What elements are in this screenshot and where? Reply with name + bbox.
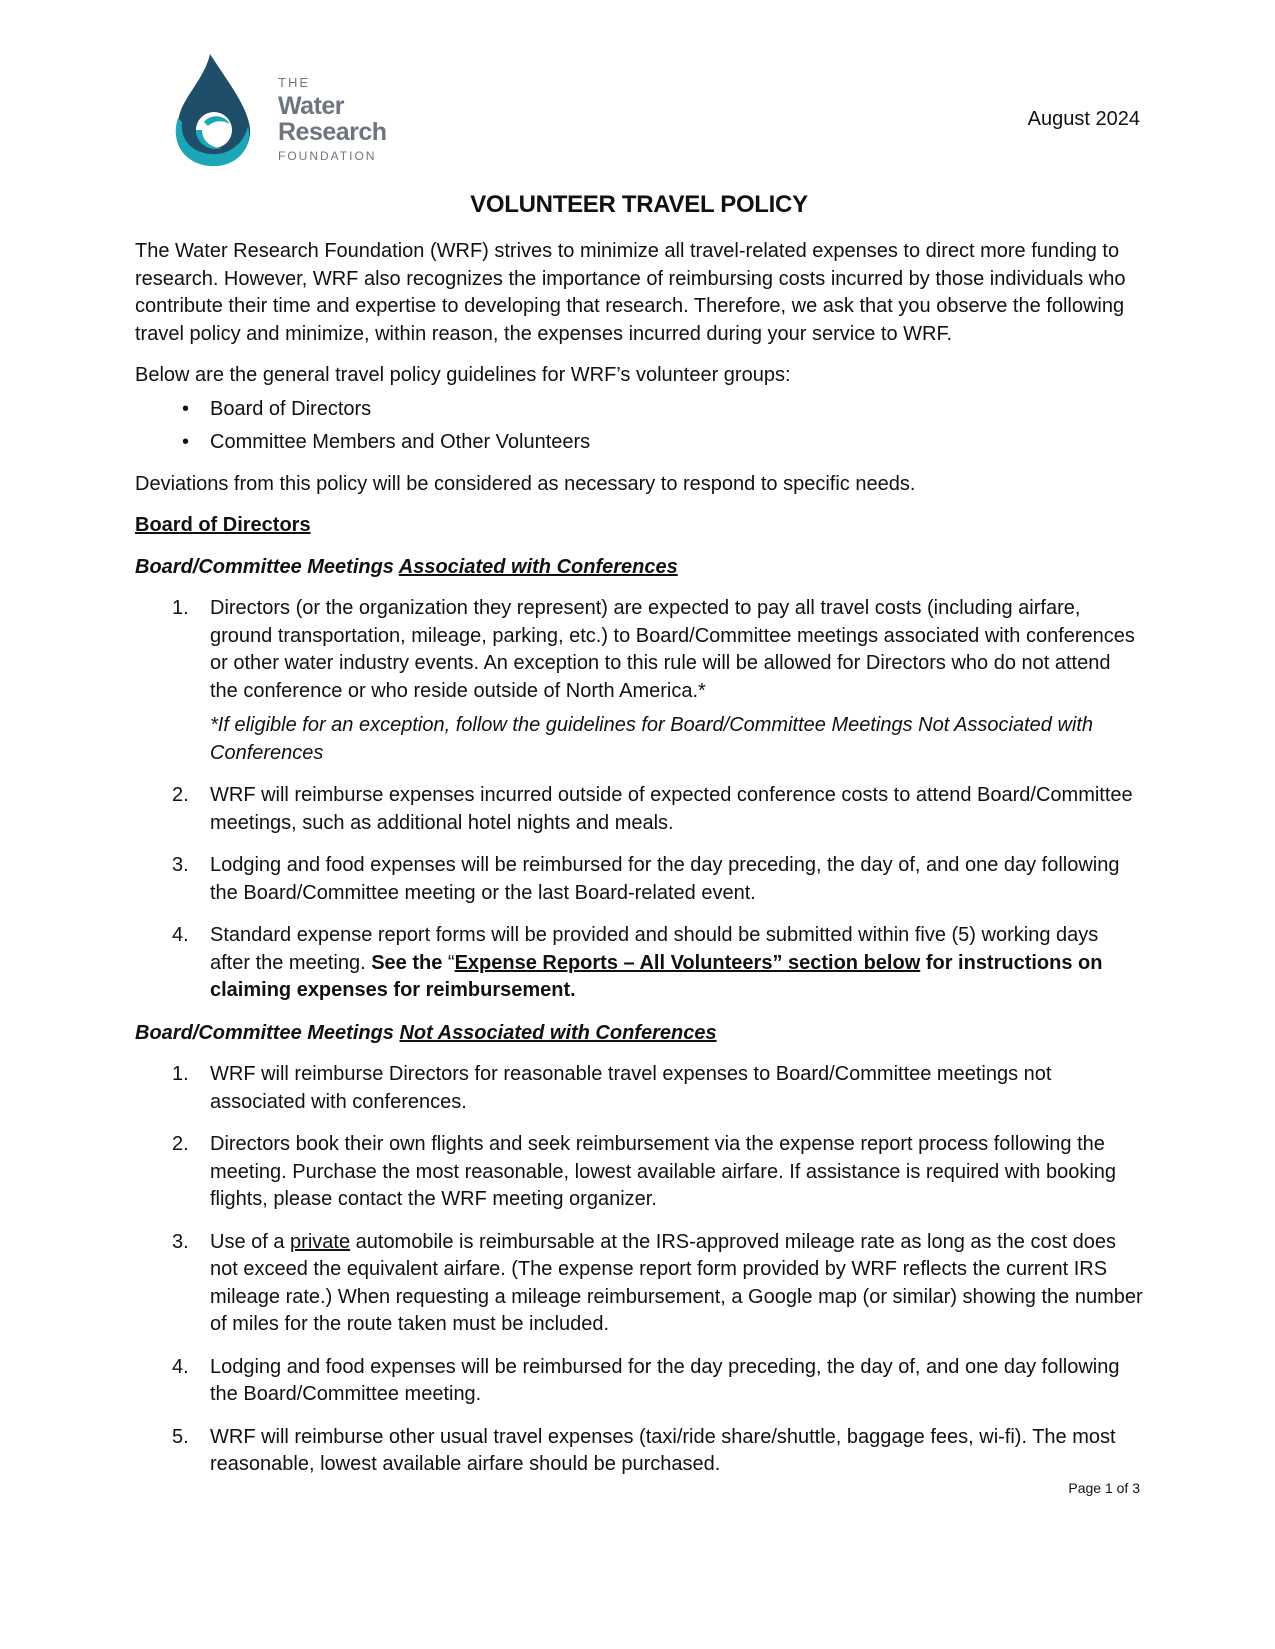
list-item [135, 852, 1143, 907]
logo-research: Research [278, 118, 387, 146]
instructions-text: for instructions on claiming expenses for reimbursement. [210, 951, 1103, 1001]
group-committee: Committee Members and Other Volunteers [210, 431, 591, 453]
item-number: 3. [172, 854, 189, 876]
quote-open: “ [447, 951, 455, 974]
item-number: 3. [172, 1230, 189, 1253]
item-number: 5. [172, 1425, 189, 1448]
list-item [135, 429, 1143, 457]
item-text: WRF will reimburse expenses incurred outside of expected conference costs to attend Board/Committee meetings, such as additional hotel nights and meals. [210, 784, 1133, 834]
expense-reports-link[interactable]: Expense Reports – All Volunteers” section below [454, 951, 921, 974]
item-text: WRF will reimburse other usual travel expenses (taxi/ride share/shuttle, baggage fees, wi-fi). The most reasonable, lowest available airfare should be purchased. [210, 1425, 1116, 1475]
item-text: Directors (or the organization they represent) are expected to pay all travel costs (including airfare, ground transportation, mileage, parking, etc.) to Board/Committee meetings associated with conferences or other water industry events. An exception to this rule will be allowed for Directors who do not attend the conference or who reside outside of North America.* [210, 597, 1135, 702]
bullet-icon: • [182, 397, 190, 420]
item-text-post: automobile is reimbursable at the IRS-approved mileage rate as long as the cost does not exceed the equivalent airfare. (The expense report form provided by WRF reflects the current IRS mileage rate.) When requesting a mileage reimbursement, a Google map (or similar) showing the number of miles for the route taken must be included. [210, 1230, 1143, 1335]
logo-wordmark [278, 76, 387, 162]
item-text: Lodging and food expenses will be reimbursed for the day preceding, the day of, and one day following the Board/Committee meeting. [210, 1355, 1120, 1405]
item-number: 4. [172, 1355, 189, 1378]
subheading-not-associated [135, 1020, 1143, 1048]
logo-foundation: FOUNDATION [278, 149, 377, 163]
list-item [135, 1131, 1143, 1214]
exception-note: *If eligible for an exception, follow the guidelines for Board/Committee Meetings Not Associated with Conferences [210, 714, 1094, 764]
list-item [135, 922, 1143, 1005]
list-item [135, 1354, 1143, 1409]
water-drop-logo-icon [166, 52, 258, 172]
bullet-icon: • [182, 431, 190, 453]
item-number: 4. [172, 924, 189, 946]
subheading-emphasis: Not Associated with Conferences [399, 1021, 717, 1044]
item-number: 2. [172, 1133, 189, 1155]
subheading-emphasis: Associated with Conferences [398, 555, 678, 578]
item-text: Standard expense report forms will be provided and should be submitted within five (5) working days after the meeting. [210, 924, 1099, 974]
subheading-prefix: Board/Committee Meetings [135, 1021, 400, 1044]
logo-water: Water [278, 92, 345, 120]
item-text: Directors book their own flights and seek reimbursement via the expense report process following the meeting. Purchase the most reasonable, lowest available airfare. If assistance is required with booking flights, please contact the WRF meeting organizer. [210, 1133, 1117, 1210]
logo-the: THE [278, 75, 310, 90]
list-item [135, 1061, 1143, 1116]
item-text: WRF will reimburse Directors for reasonable travel expenses to Board/Committee meetings not associated with conferences. [210, 1063, 1052, 1113]
item-text-pre: Use of a [210, 1230, 291, 1253]
document-body [135, 190, 1143, 1494]
item-text: Lodging and food expenses will be reimbursed for the day preceding, the day of, and one day following the Board/Committee meeting or the last Board-related event. [210, 854, 1120, 904]
item-number: 2. [172, 784, 189, 806]
groups-list [135, 396, 1143, 457]
item-number: 1. [172, 1063, 189, 1085]
item-number: 1. [172, 597, 189, 619]
list-item [135, 1424, 1143, 1479]
list-item [135, 595, 1143, 767]
section-heading-board: Board of Directors [135, 514, 311, 536]
document-date: August 2024 [1027, 108, 1140, 130]
group-board: Board of Directors [210, 397, 372, 420]
page-title: VOLUNTEER TRAVEL POLICY [470, 191, 808, 218]
page-number: Page 1 of 3 [1068, 1480, 1140, 1496]
intro-paragraph: The Water Research Foundation (WRF) strives to minimize all travel-related expenses to direct more funding to research. However, WRF also recognizes the importance of reimbursing costs incurred by those individuals who contribute their time and expertise to developing that research. Therefore, we ask that you observe the following travel policy and minimize, within reason, the expenses incurred during your service to WRF. [135, 240, 1126, 345]
not-associated-list [135, 1061, 1143, 1479]
list-item [135, 782, 1143, 837]
deviations-paragraph: Deviations from this policy will be considered as necessary to respond to specific needs. [135, 472, 916, 495]
associated-list [135, 595, 1143, 1005]
subheading-prefix: Board/Committee Meetings [135, 555, 399, 578]
item-text-private: private [290, 1230, 351, 1253]
see-the-text: See the [371, 951, 448, 974]
list-item [135, 1229, 1143, 1339]
groups-intro: Below are the general travel policy guidelines for WRF’s volunteer groups: [135, 364, 791, 386]
wrf-logo [166, 52, 396, 174]
list-item [135, 396, 1143, 424]
subheading-associated [135, 554, 1143, 582]
